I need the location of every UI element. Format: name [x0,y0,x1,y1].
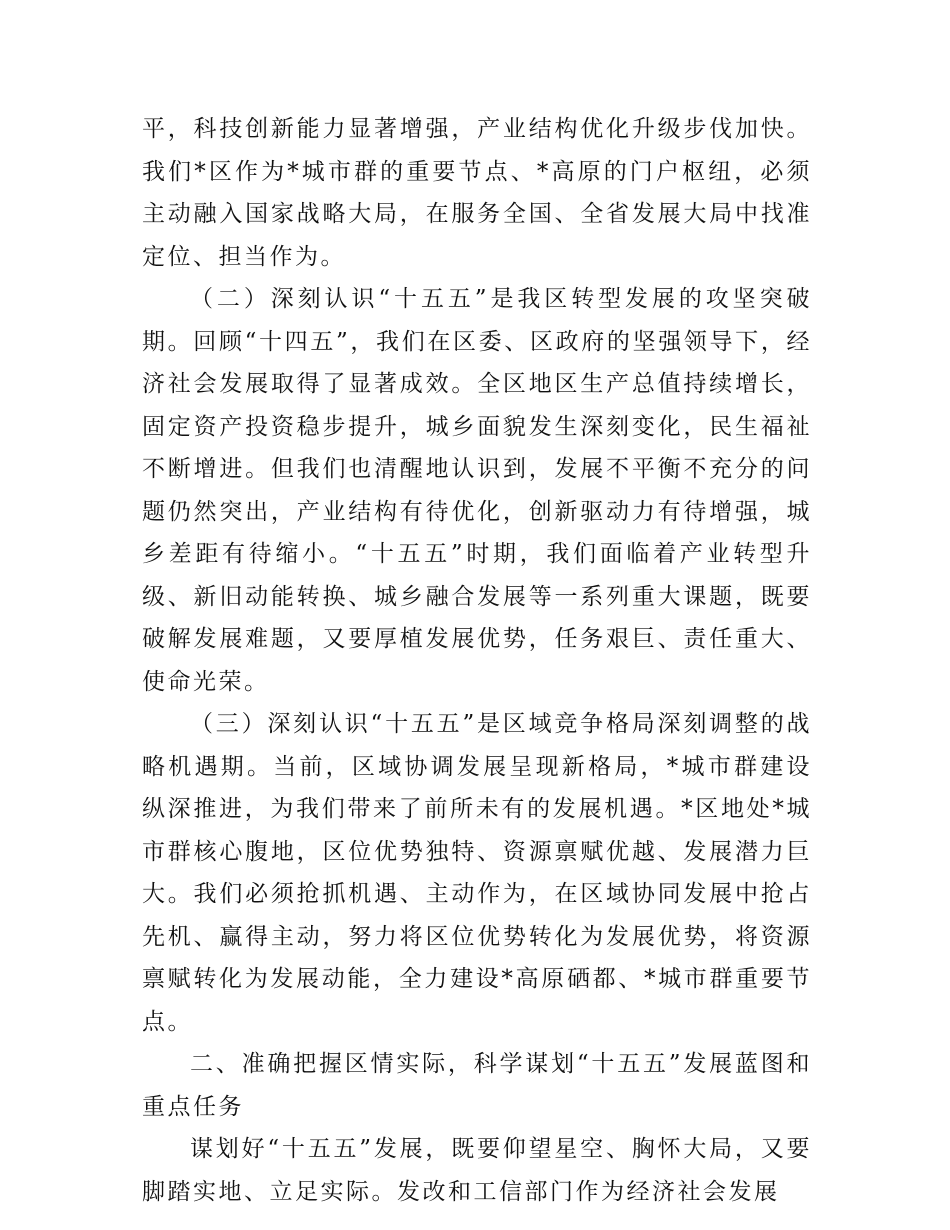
heading-part-two: 二、准确把握区情实际，科学谋划“十五五”发展蓝图和重点任务 [142,1051,812,1120]
document-body [142,108,812,1213]
paragraph-part-two-intro: 谋划好“十五五”发展，既要仰望星空、胸怀大局，又要脚踏实地、立足实际。发改和工信部门作为经济社会发展 [142,1136,812,1205]
paragraph-section-two: （二）深刻认识“十五五”是我区转型发展的攻坚突破期。回顾“十四五”，我们在区委、区政府的坚强领导下，经济社会发展取得了显著成效。全区地区生产总值持续增长，固定资产投资稳步提升，城乡面貌发生深刻变化，民生福祉不断增进。但我们也清醒地认识到，发展不平衡不充分的问题仍然突出，产业结构有待优化，创新驱动力有待增强，城乡差距有待缩小。“十五五”时期，我们面临着产业转型升级、新旧动能转换、城乡融合发展等一系列重大课题，既要破解发展难题，又要厚植发展优势，任务艰巨、责任重大、使命光荣。 [142,286,812,695]
paragraph-section-three: （三）深刻认识“十五五”是区域竞争格局深刻调整的战略机遇期。当前，区域协调发展呈现新格局，*城市群建设纵深推进，为我们带来了前所未有的发展机遇。*区地处*城市群核心腹地，区位优势独特、资源禀赋优越、发展潜力巨大。我们必须抢抓机遇、主动作为，在区域协同发展中抢占先机、赢得主动，努力将区位优势转化为发展优势，将资源禀赋转化为发展动能，全力建设*高原硒都、*城市群重要节点。 [142,711,812,1035]
paragraph-continuation: 平，科技创新能力显著增强，产业结构优化升级步伐加快。我们*区作为*城市群的重要节点、*高原的门户枢纽，必须主动融入国家战略大局，在服务全国、全省发展大局中找准定位、担当作为。 [142,116,812,270]
